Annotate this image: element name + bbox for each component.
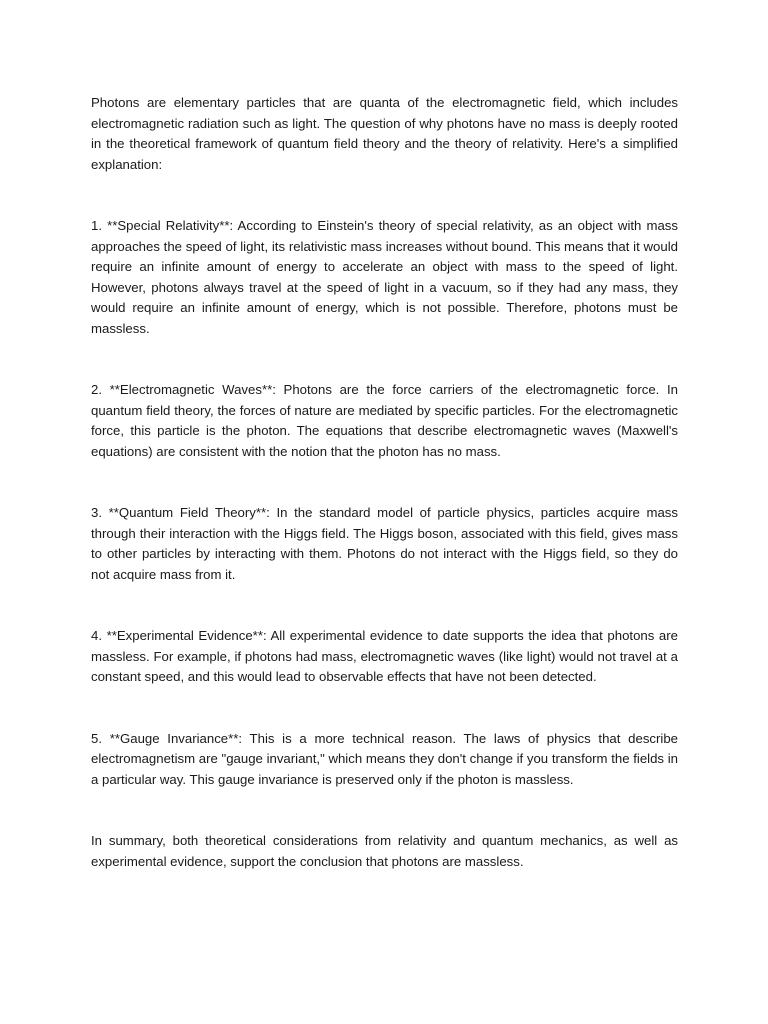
point-gauge-invariance: 5. **Gauge Invariance**: This is a more technical reason. The laws of physics that describe electromagnetism are "gauge invariant," which means they don't change if you transform the fields in a particular way. This gauge invariance is preserved only if the photon is massless. bbox=[91, 730, 678, 787]
point-quantum-field-theory: 3. **Quantum Field Theory**: In the standard model of particle physics, particles acquire mass through their interaction with the Higgs field. The Higgs boson, associated with this field, gives mass to other particles by interacting with them. Photons do not interact with the Higgs field, so they do not acquire mass from it. bbox=[91, 505, 678, 582]
intro-paragraph: Photons are elementary particles that are quanta of the electromagnetic field, which includes electromagnetic radiation such as light. The question of why photons have no mass is deeply rooted in the theoretical framework of quantum field theory and the theory of relativity. Here's a simplified explanation: bbox=[91, 95, 678, 172]
point-electromagnetic-waves: 2. **Electromagnetic Waves**: Photons are the force carriers of the electromagnetic force. In quantum field theory, the forces of nature are mediated by specific particles. For the electromagnetic force, this particle is the photon. The equations that describe electromagnetic waves (Maxwell's equations) are consistent with the notion that the photon has no mass. bbox=[91, 382, 678, 459]
summary-paragraph: In summary, both theoretical considerations from relativity and quantum mechanics, as well as experimental evidence, support the conclusion that photons are massless. bbox=[91, 833, 678, 869]
point-special-relativity: 1. **Special Relativity**: According to Einstein's theory of special relativity, as an object with mass approaches the speed of light, its relativistic mass increases without bound. This means that it would require an infinite amount of energy to accelerate an object with mass to the speed of light. However, photons always travel at the speed of light in a vacuum, so if they had any mass, they would require an infinite amount of energy, which is not possible. Therefore, photons must be massless. bbox=[91, 218, 678, 336]
document-body bbox=[91, 93, 678, 872]
point-experimental-evidence: 4. **Experimental Evidence**: All experimental evidence to date supports the idea that photons are massless. For example, if photons had mass, electromagnetic waves (like light) would not travel at a constant speed, and this would lead to observable effects that have not been detected. bbox=[91, 628, 678, 684]
